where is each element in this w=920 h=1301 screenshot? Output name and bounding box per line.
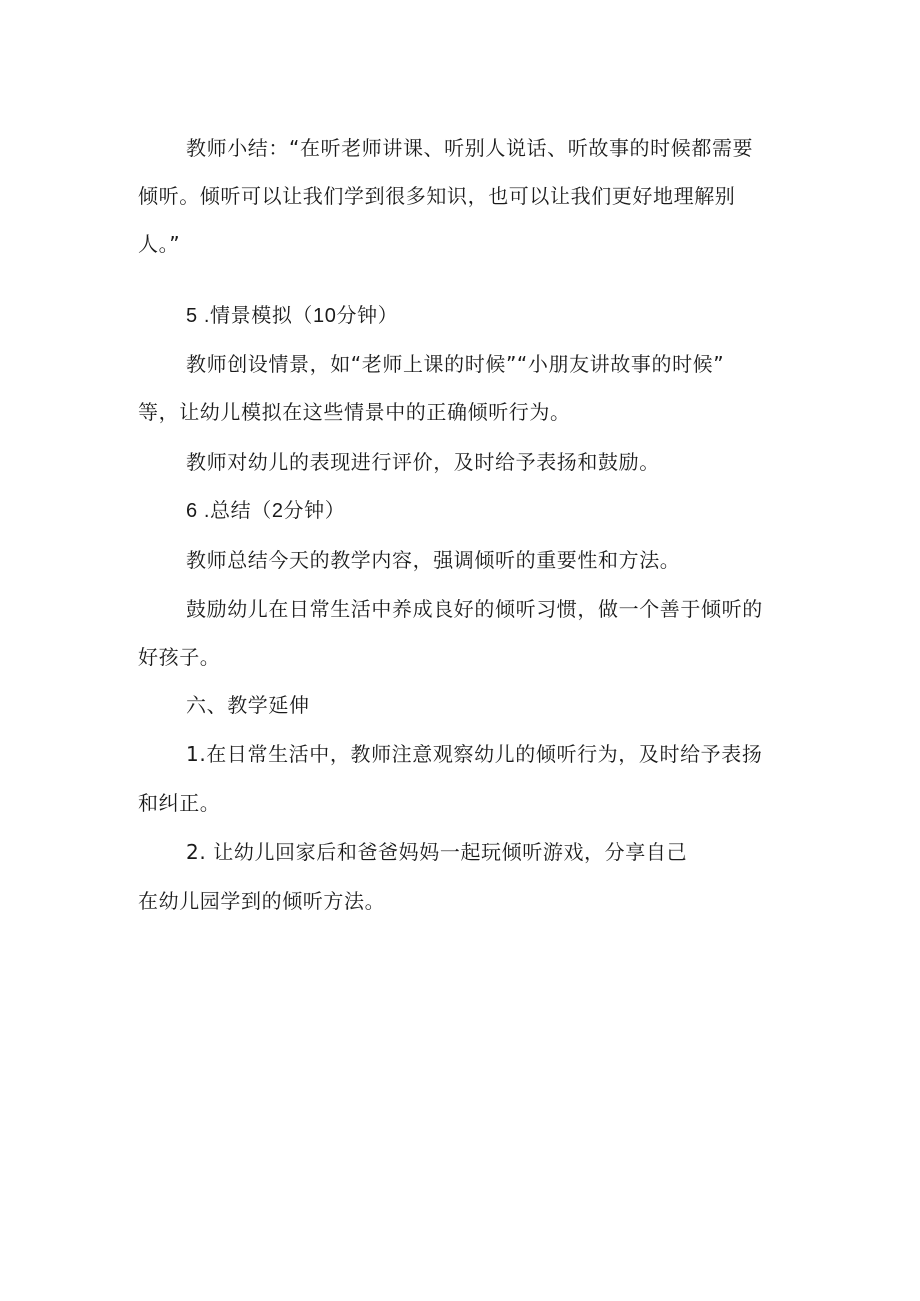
step-6-paragraph-2-line-2: 好孩子。: [138, 645, 221, 669]
summary-paragraph-line-3: 人。”: [138, 232, 181, 256]
section-6-item-1-line-1: 1.在日常生活中，教师注意观察幼儿的倾听行为，及时给予表扬: [186, 742, 763, 766]
step-5-paragraph-1-line-1: 教师创设情景，如“老师上课的时候”“小朋友讲故事的时候”: [186, 352, 725, 376]
summary-paragraph-line-2: 倾听。倾听可以让我们学到很多知识，也可以让我们更好地理解别: [138, 184, 736, 208]
step-6-heading: 6 .总结（2分钟）: [186, 500, 346, 522]
section-6-item-2-line-1: 2. 让幼儿回家后和爸爸妈妈一起玩倾听游戏，分享自己: [186, 840, 688, 864]
section-6-item-1-line-2: 和纠正。: [138, 791, 221, 815]
step-5-paragraph-1-line-2: 等，让幼儿模拟在这些情景中的正确倾听行为。: [138, 400, 571, 424]
section-6-heading: 六、教学延伸: [186, 693, 310, 717]
section-6-item-2-line-2: 在幼儿园学到的倾听方法。: [138, 889, 386, 913]
step-5-paragraph-2: 教师对幼儿的表现进行评价，及时给予表扬和鼓励。: [186, 450, 660, 474]
step-6-paragraph-1: 教师总结今天的教学内容，强调倾听的重要性和方法。: [186, 548, 681, 572]
step-5-heading: 5 .情景模拟（10分钟）: [186, 305, 399, 327]
summary-paragraph-line-1: 教师小结：“在听老师讲课、听别人说话、听故事的时候都需要: [186, 136, 754, 160]
step-6-paragraph-2-line-1: 鼓励幼儿在日常生活中养成良好的倾听习惯，做一个善于倾听的: [186, 597, 763, 621]
